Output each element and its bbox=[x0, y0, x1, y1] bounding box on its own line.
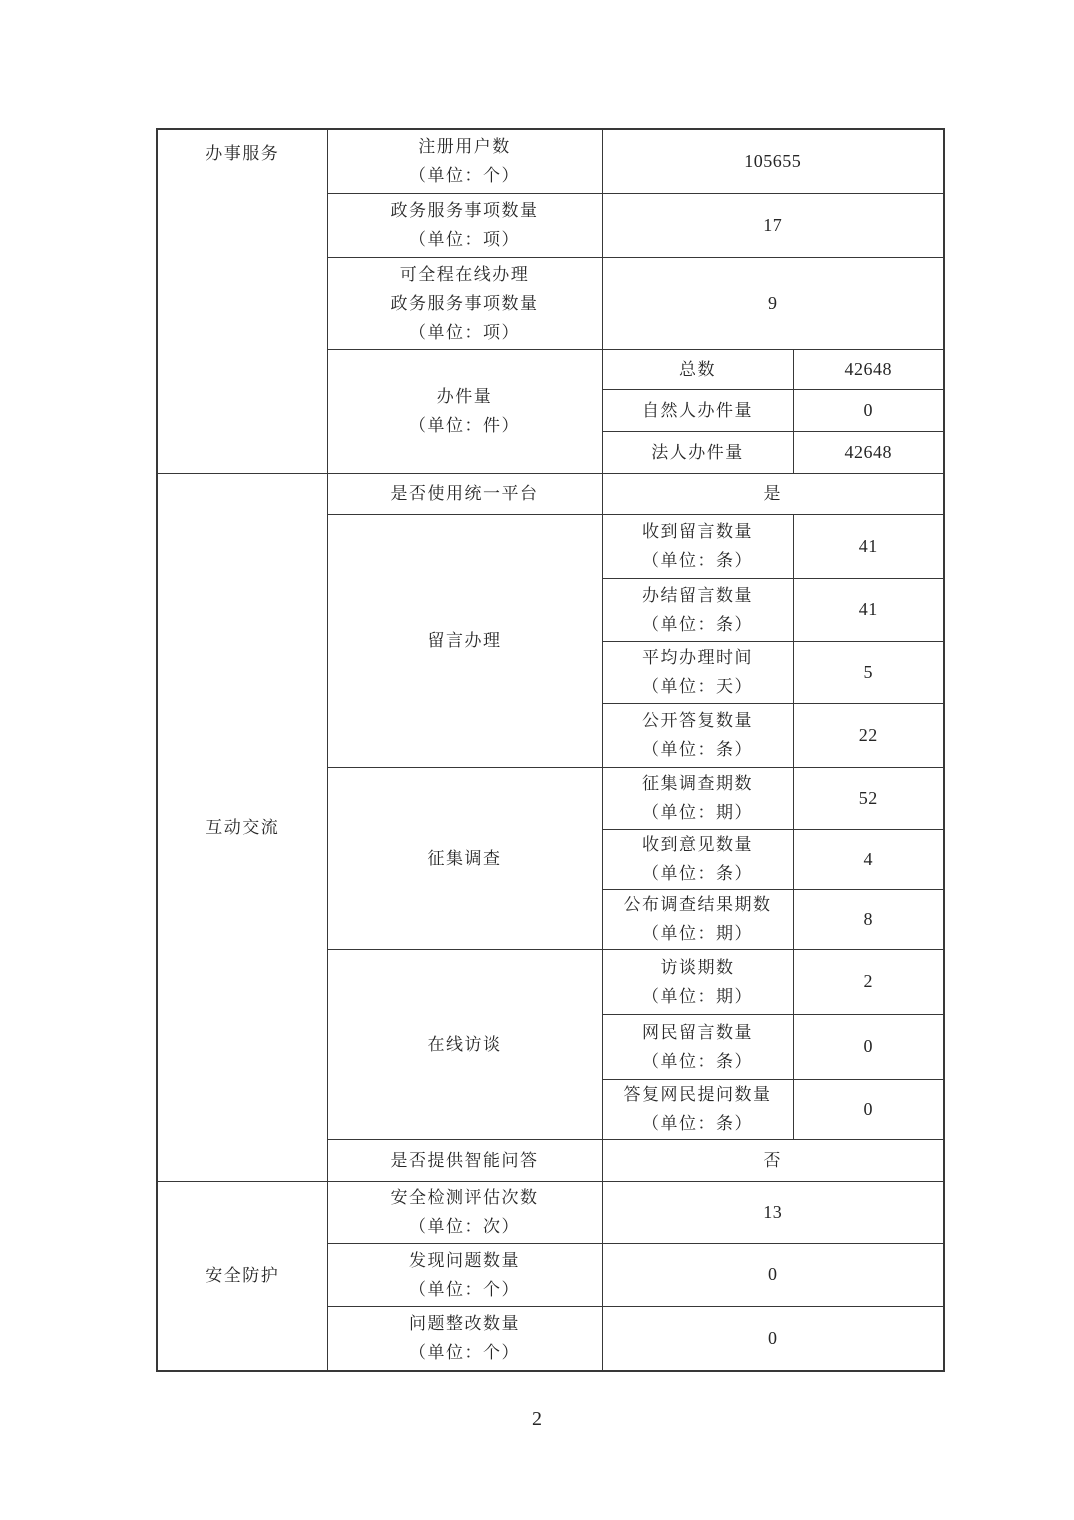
item-unit: （单位：件） bbox=[409, 416, 520, 435]
subitem-unit: （单位：天） bbox=[642, 677, 753, 696]
item-unit: （单位：个） bbox=[409, 1279, 520, 1299]
item-label: 发现问题数量 bbox=[409, 1250, 520, 1270]
value-cell-smart-qa: 否 bbox=[602, 1139, 944, 1181]
category-cell-security: 安全防护 bbox=[157, 1181, 327, 1371]
page-number: 2 bbox=[532, 1408, 542, 1430]
value-cell-unified-platform: 是 bbox=[602, 473, 944, 514]
subitem-cell-messages-received bbox=[602, 514, 793, 578]
item-cell-online-service-items bbox=[327, 257, 602, 349]
subitem-label: 办结留言数量 bbox=[642, 585, 753, 605]
item-label: 政务服务事项数量 bbox=[390, 201, 539, 220]
item-cell-registered-users bbox=[327, 129, 602, 193]
value-cell-messages-received: 41 bbox=[793, 514, 944, 578]
item-label: 注册用户数 bbox=[418, 137, 511, 157]
value-cell-problems-rectified: 0 bbox=[602, 1306, 944, 1371]
subitem-label: 平均办理时间 bbox=[642, 648, 753, 667]
item-label-line1: 可全程在线办理 bbox=[399, 264, 530, 284]
item-unit: （单位：个） bbox=[409, 1343, 520, 1363]
value-cell-average-handling-time: 5 bbox=[793, 641, 944, 703]
item-cell-interviews: 在线访谈 bbox=[327, 949, 602, 1139]
value-cell-survey-periods: 52 bbox=[793, 767, 944, 829]
item-label: 安全检测评估次数 bbox=[390, 1188, 539, 1207]
subitem-cell-cases-total: 总数 bbox=[602, 349, 793, 389]
item-label: 问题整改数量 bbox=[409, 1314, 520, 1334]
value-cell-service-items: 17 bbox=[602, 193, 944, 257]
value-cell-opinions-received: 4 bbox=[793, 829, 944, 889]
item-cell-cases bbox=[327, 349, 602, 473]
subitem-label: 答复网民提问数量 bbox=[623, 1085, 772, 1104]
subitem-cell-cases-natural-person: 自然人办件量 bbox=[602, 389, 793, 431]
item-unit: （单位：个） bbox=[409, 166, 520, 186]
value-cell-netizen-messages: 0 bbox=[793, 1014, 944, 1079]
item-cell-service-items bbox=[327, 193, 602, 257]
value-cell-registered-users: 105655 bbox=[602, 129, 944, 193]
value-cell-cases-legal-person: 42648 bbox=[793, 431, 944, 473]
item-cell-surveys: 征集调查 bbox=[327, 767, 602, 949]
subitem-unit: （单位：条） bbox=[642, 740, 753, 759]
subitem-unit: （单位：条） bbox=[642, 614, 753, 634]
subitem-cell-netizen-messages bbox=[602, 1014, 793, 1079]
item-unit: （单位：次） bbox=[409, 1217, 520, 1236]
subitem-unit: （单位：条） bbox=[642, 551, 753, 570]
item-unit: （单位：项） bbox=[409, 322, 520, 342]
category-cell-service: 办事服务 bbox=[157, 129, 327, 473]
value-cell-online-service-items: 9 bbox=[602, 257, 944, 349]
subitem-label: 征集调查期数 bbox=[642, 774, 753, 793]
category-cell-interaction: 互动交流 bbox=[157, 473, 327, 1181]
item-label-line2: 政务服务事项数量 bbox=[390, 293, 539, 313]
report-table bbox=[156, 128, 945, 1372]
subitem-cell-cases-legal-person: 法人办件量 bbox=[602, 431, 793, 473]
subitem-cell-survey-periods bbox=[602, 767, 793, 829]
item-cell-security-assessments bbox=[327, 1181, 602, 1243]
subitem-unit: （单位：条） bbox=[642, 864, 753, 883]
value-cell-cases-total: 42648 bbox=[793, 349, 944, 389]
item-label: 办件量 bbox=[436, 387, 493, 406]
item-cell-message-handling: 留言办理 bbox=[327, 514, 602, 767]
value-cell-security-assessments: 13 bbox=[602, 1181, 944, 1243]
value-cell-problems-found: 0 bbox=[602, 1243, 944, 1306]
subitem-cell-average-handling-time bbox=[602, 641, 793, 703]
item-cell-smart-qa: 是否提供智能问答 bbox=[327, 1139, 602, 1181]
value-cell-interview-periods: 2 bbox=[793, 949, 944, 1014]
value-cell-survey-results-published: 8 bbox=[793, 889, 944, 949]
subitem-cell-survey-results-published bbox=[602, 889, 793, 949]
subitem-unit: （单位：条） bbox=[642, 1114, 753, 1133]
value-cell-public-replies: 22 bbox=[793, 703, 944, 767]
subitem-cell-interview-periods bbox=[602, 949, 793, 1014]
subitem-cell-opinions-received bbox=[602, 829, 793, 889]
item-cell-problems-rectified bbox=[327, 1306, 602, 1371]
value-cell-netizen-questions-answered: 0 bbox=[793, 1079, 944, 1139]
item-unit: （单位：项） bbox=[409, 230, 520, 249]
subitem-label: 公开答复数量 bbox=[642, 711, 753, 730]
subitem-unit: （单位：期） bbox=[642, 924, 753, 943]
subitem-unit: （单位：期） bbox=[642, 803, 753, 822]
subitem-label: 收到意见数量 bbox=[642, 835, 753, 854]
subitem-label: 公布调查结果期数 bbox=[623, 895, 772, 914]
subitem-unit: （单位：期） bbox=[642, 986, 753, 1006]
subitem-unit: （单位：条） bbox=[642, 1051, 753, 1071]
item-cell-problems-found bbox=[327, 1243, 602, 1306]
item-cell-unified-platform: 是否使用统一平台 bbox=[327, 473, 602, 514]
value-cell-messages-resolved: 41 bbox=[793, 578, 944, 641]
subitem-cell-netizen-questions-answered bbox=[602, 1079, 793, 1139]
subitem-label: 收到留言数量 bbox=[642, 522, 753, 541]
subitem-label: 网民留言数量 bbox=[642, 1022, 753, 1042]
subitem-cell-public-replies bbox=[602, 703, 793, 767]
value-cell-cases-natural-person: 0 bbox=[793, 389, 944, 431]
subitem-label: 访谈期数 bbox=[660, 957, 735, 977]
subitem-cell-messages-resolved bbox=[602, 578, 793, 641]
